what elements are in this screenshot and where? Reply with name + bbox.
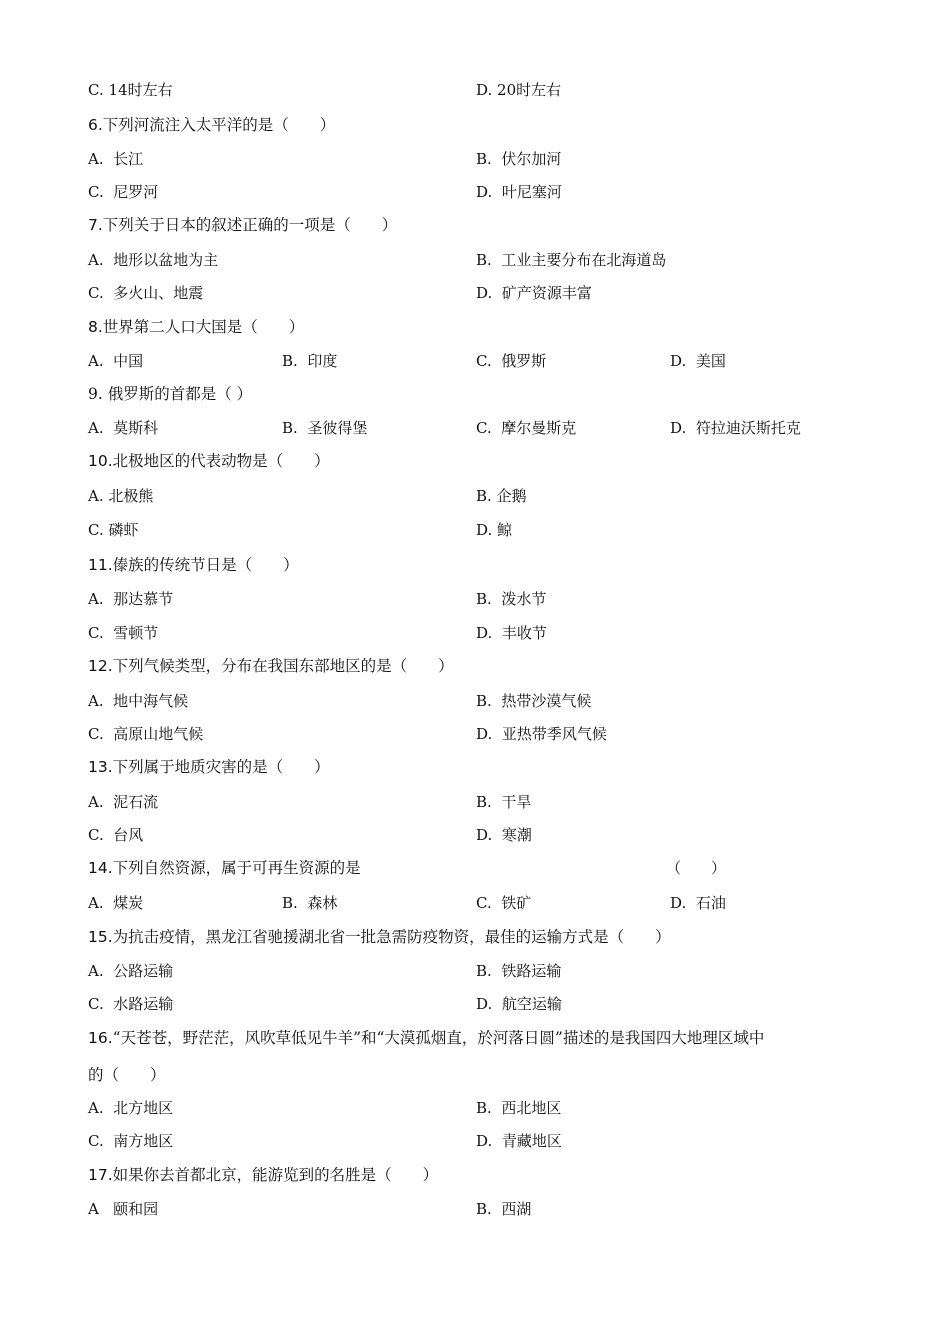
question-text: 下列气候类型，分布在我国东部地区的是（ ） xyxy=(112,657,454,675)
option-label: D. xyxy=(670,894,687,912)
option-label: B. xyxy=(476,1200,492,1218)
option-text: 高原山地气候 xyxy=(113,725,204,743)
option-label: C. xyxy=(476,894,492,912)
option-c xyxy=(88,1130,173,1152)
question-number: 7. xyxy=(88,216,103,234)
option-d xyxy=(476,282,592,304)
question-text: 傣族的传统节日是（ ） xyxy=(112,556,299,574)
question-text: 世界第二人口大国是（ ） xyxy=(102,318,305,336)
option-label: D. xyxy=(476,521,493,539)
option-text: 矿产资源丰富 xyxy=(501,284,592,302)
option-text: 青藏地区 xyxy=(501,1132,562,1150)
option-label: D. xyxy=(476,826,493,844)
option-a xyxy=(88,960,173,982)
question-text: 下列属于地质灾害的是（ ） xyxy=(112,758,330,776)
option-label: B. xyxy=(282,894,298,912)
option-a xyxy=(88,249,218,271)
option-text: 磷虾 xyxy=(108,521,139,539)
option-a xyxy=(88,588,173,610)
question-number: 10. xyxy=(88,452,113,470)
option-text: 西湖 xyxy=(501,1200,532,1218)
option-label: A. xyxy=(88,894,104,912)
option-text: 美国 xyxy=(695,352,726,370)
option-text: 符拉迪沃斯托克 xyxy=(695,419,801,437)
option-text: 航空运输 xyxy=(501,995,562,1013)
option-label: C. xyxy=(476,419,492,437)
option-text: 颐和园 xyxy=(113,1200,159,1218)
question-11 xyxy=(88,554,299,576)
option-b xyxy=(476,249,666,271)
option-c xyxy=(476,417,576,439)
question-17 xyxy=(88,1164,438,1186)
option-label: C. xyxy=(88,1132,104,1150)
option-b xyxy=(476,960,561,982)
question-number: 17. xyxy=(88,1166,113,1184)
option-a xyxy=(88,485,153,507)
option-text: 丰收节 xyxy=(501,624,547,642)
option-text: 泼水节 xyxy=(501,590,547,608)
option-text: 尼罗河 xyxy=(113,183,159,201)
question-number: 16. xyxy=(88,1029,113,1047)
option-c xyxy=(88,519,139,541)
option-label: D. xyxy=(476,81,493,99)
option-c xyxy=(88,282,203,304)
option-text: 西北地区 xyxy=(501,1099,562,1117)
option-text: 长江 xyxy=(113,150,144,168)
option-b xyxy=(476,791,531,813)
option-d xyxy=(476,723,607,745)
option-text: 20时左右 xyxy=(497,81,562,99)
question-16-continued: 的（ ） xyxy=(88,1066,166,1084)
option-text: 煤炭 xyxy=(113,894,144,912)
question-text: “天苍苍，野茫茫，风吹草低见牛羊”和“大漠孤烟直，於河落日圆”描述的是我国四大地理区域中 xyxy=(112,1029,765,1047)
question-15 xyxy=(88,926,671,948)
option-text: 南方地区 xyxy=(113,1132,174,1150)
option-text: 圣彼得堡 xyxy=(307,419,368,437)
option-label: A. xyxy=(88,352,104,370)
question-text: 如果你去首都北京，能游览到的名胜是（ ） xyxy=(112,1166,439,1184)
option-label: A. xyxy=(88,692,104,710)
option-label: C. xyxy=(88,624,104,642)
option-label: D. xyxy=(476,995,493,1013)
answer-paren: （ ） xyxy=(666,859,727,877)
option-text: 俄罗斯 xyxy=(501,352,547,370)
option-a xyxy=(88,148,143,170)
question-number: 15. xyxy=(88,928,113,946)
option-text: 干旱 xyxy=(501,793,532,811)
option-d xyxy=(476,1130,562,1152)
option-d xyxy=(476,824,532,846)
option-text: 鲸 xyxy=(497,521,513,539)
option-text: 北极熊 xyxy=(108,487,154,505)
option-text: 那达慕节 xyxy=(113,590,174,608)
question-14 xyxy=(88,857,361,879)
option-b xyxy=(476,1097,561,1119)
option-c xyxy=(88,181,158,203)
option-d xyxy=(476,519,512,541)
question-number: 6. xyxy=(88,116,103,134)
option-label: D. xyxy=(476,284,493,302)
option-text: 伏尔加河 xyxy=(501,150,562,168)
question-6 xyxy=(88,114,335,136)
option-label: B. xyxy=(476,962,492,980)
option-c xyxy=(476,892,531,914)
option-label: A. xyxy=(88,150,104,168)
question-16 xyxy=(88,1027,764,1049)
option-a xyxy=(88,791,158,813)
option-c xyxy=(88,622,158,644)
option-label: B. xyxy=(476,150,492,168)
question-9 xyxy=(88,383,252,405)
option-label: A. xyxy=(88,962,104,980)
option-d xyxy=(476,993,562,1015)
option-label: A xyxy=(88,1200,99,1218)
option-b xyxy=(476,485,527,507)
option-label: A. xyxy=(88,793,104,811)
option-text: 多火山、地震 xyxy=(113,284,204,302)
option-text: 地中海气候 xyxy=(113,692,189,710)
option-d xyxy=(670,417,801,439)
option-d xyxy=(670,892,726,914)
option-text: 企鹅 xyxy=(496,487,527,505)
option-b xyxy=(476,1198,531,1220)
question-13 xyxy=(88,756,330,778)
option-text: 亚热带季风气候 xyxy=(501,725,607,743)
question-number: 14. xyxy=(88,859,113,877)
option-c xyxy=(476,350,546,372)
option-text: 中国 xyxy=(113,352,144,370)
option-label: B. xyxy=(476,793,492,811)
question-text: 下列自然资源，属于可再生资源的是 xyxy=(112,859,361,877)
option-text: 莫斯科 xyxy=(113,419,159,437)
option-a xyxy=(88,1198,158,1220)
option-label: C. xyxy=(88,81,104,99)
option-d xyxy=(670,350,726,372)
question-12 xyxy=(88,655,454,677)
option-label: B. xyxy=(282,419,298,437)
option-a xyxy=(88,1097,173,1119)
option-c xyxy=(88,824,143,846)
option-label: B. xyxy=(476,692,492,710)
option-label: C. xyxy=(88,521,104,539)
option-label: D. xyxy=(476,624,493,642)
question-text: 北极地区的代表动物是（ ） xyxy=(112,452,330,470)
option-text: 雪顿节 xyxy=(113,624,159,642)
question-7 xyxy=(88,214,397,236)
question-8 xyxy=(88,316,304,338)
option-b xyxy=(282,892,337,914)
option-label: C. xyxy=(88,284,104,302)
option-c xyxy=(88,79,173,101)
option-a xyxy=(88,892,143,914)
option-text: 泥石流 xyxy=(113,793,159,811)
question-number: 12. xyxy=(88,657,113,675)
option-text: 北方地区 xyxy=(113,1099,174,1117)
option-label: B. xyxy=(476,487,492,505)
option-label: C. xyxy=(88,725,104,743)
question-10 xyxy=(88,450,330,472)
option-label: B. xyxy=(476,1099,492,1117)
option-label: A. xyxy=(88,1099,104,1117)
question-number: 11. xyxy=(88,556,113,574)
question-text: 俄罗斯的首都是（ ） xyxy=(107,385,253,403)
option-text: 森林 xyxy=(307,894,338,912)
option-text: 热带沙漠气候 xyxy=(501,692,592,710)
option-c xyxy=(88,993,173,1015)
option-label: D. xyxy=(476,725,493,743)
option-label: A. xyxy=(88,419,104,437)
option-text: 14时左右 xyxy=(108,81,173,99)
option-b xyxy=(476,588,546,610)
option-b xyxy=(476,148,561,170)
option-label: B. xyxy=(282,352,298,370)
option-label: D. xyxy=(476,1132,493,1150)
option-text: 台风 xyxy=(113,826,144,844)
option-label: B. xyxy=(476,590,492,608)
option-text: 水路运输 xyxy=(113,995,174,1013)
question-number: 8. xyxy=(88,318,103,336)
option-text: 工业主要分布在北海道岛 xyxy=(501,251,667,269)
option-label: A. xyxy=(88,487,104,505)
option-d xyxy=(476,79,561,101)
option-label: A. xyxy=(88,590,104,608)
option-label: D. xyxy=(476,183,493,201)
option-label: C. xyxy=(88,183,104,201)
option-text: 寒潮 xyxy=(501,826,532,844)
option-b xyxy=(282,350,337,372)
question-text: 下列河流注入太平洋的是（ ） xyxy=(102,116,336,134)
option-text: 印度 xyxy=(307,352,338,370)
option-text: 铁矿 xyxy=(501,894,532,912)
option-d xyxy=(476,622,547,644)
option-label: A. xyxy=(88,251,104,269)
option-label: D. xyxy=(670,419,687,437)
option-text: 摩尔曼斯克 xyxy=(501,419,577,437)
option-text: 石油 xyxy=(695,894,726,912)
option-d xyxy=(476,181,562,203)
option-a xyxy=(88,690,188,712)
option-label: C. xyxy=(476,352,492,370)
option-label: B. xyxy=(476,251,492,269)
option-c xyxy=(88,723,203,745)
option-text: 叶尼塞河 xyxy=(501,183,562,201)
option-label: D. xyxy=(670,352,687,370)
option-b xyxy=(282,417,367,439)
option-label: C. xyxy=(88,826,104,844)
option-a xyxy=(88,417,158,439)
option-a xyxy=(88,350,143,372)
option-text: 地形以盆地为主 xyxy=(113,251,219,269)
question-text: 下列关于日本的叙述正确的一项是（ ） xyxy=(102,216,398,234)
question-number: 9. xyxy=(88,385,103,403)
option-text: 公路运输 xyxy=(113,962,174,980)
question-text: 为抗击疫情，黑龙江省驰援湖北省一批急需防疫物资，最佳的运输方式是（ ） xyxy=(112,928,671,946)
option-label: C. xyxy=(88,995,104,1013)
option-text: 铁路运输 xyxy=(501,962,562,980)
option-b xyxy=(476,690,591,712)
question-number: 13. xyxy=(88,758,113,776)
